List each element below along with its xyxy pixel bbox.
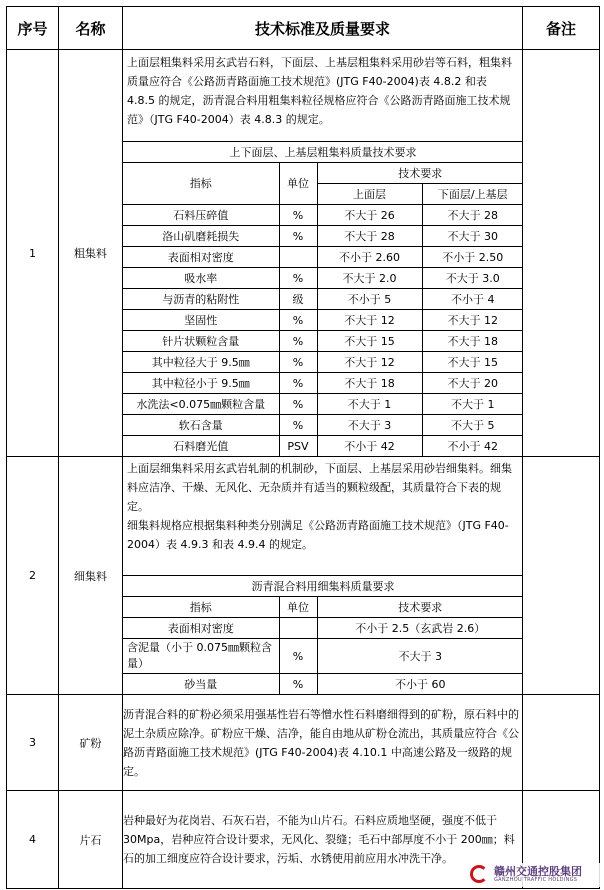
table-row xyxy=(123,639,523,674)
col-index: 指标 xyxy=(123,597,279,618)
cell-unit: % xyxy=(279,674,317,695)
cell-lower: 不大于 28 xyxy=(422,205,523,226)
coarse-spec-table xyxy=(123,141,523,456)
header-row xyxy=(7,7,600,50)
cell-index: 软石含量 xyxy=(123,415,279,436)
cell-unit: % xyxy=(279,415,317,436)
cell-unit: % xyxy=(279,205,317,226)
table-row xyxy=(123,289,523,310)
cell-req: 不大于 3 xyxy=(317,639,523,674)
cell-lower: 不大于 18 xyxy=(422,331,523,352)
table-row xyxy=(123,674,523,695)
cell-lower: 不大于 12 xyxy=(422,310,523,331)
col-lower: 下面层/上基层 xyxy=(422,184,523,205)
description xyxy=(123,457,522,575)
cell-index: 含泥量（小于 0.075㎜颗粒含量） xyxy=(123,639,279,674)
row-content xyxy=(123,50,523,457)
row-name: 矿粉 xyxy=(59,695,123,791)
description: 岩种最好为花岗岩、石灰石岩，不能为山片石。石料应质地坚硬，强度不低于 30Mpa，岩种应符合设计要求，无风化、裂缝；毛石中部厚度不小于 200㎜；料石的加工细度应符合设计要求，污垢、水锈使用前应用水冲洗干净。 xyxy=(123,791,523,889)
cell-unit: % xyxy=(279,310,317,331)
cell-unit xyxy=(279,247,317,268)
col-requirement: 技术要求 xyxy=(317,597,523,618)
col-requirement: 技术要求 xyxy=(317,163,523,184)
cell-index: 石料磨光值 xyxy=(123,436,279,457)
cell-upper: 不大于 26 xyxy=(317,205,422,226)
cell-upper: 不大于 15 xyxy=(317,331,422,352)
cell-index: 坚固性 xyxy=(123,310,279,331)
cell-unit: % xyxy=(279,394,317,415)
cell-unit: % xyxy=(279,352,317,373)
row-name: 细集料 xyxy=(59,457,123,695)
row-number: 3 xyxy=(7,695,59,791)
description-paragraph: 细集料规格应根据集料种类分别满足《公路沥青路面施工技术规范》（JTG F40-2004）表 4.9.3 和表 4.9.4 的规定。 xyxy=(127,519,509,551)
header-no: 序号 xyxy=(7,7,59,50)
cell-upper: 不大于 18 xyxy=(317,373,422,394)
cell-lower: 不大于 20 xyxy=(422,373,523,394)
cell-lower: 不小于 2.50 xyxy=(422,247,523,268)
cell-unit: PSV xyxy=(279,436,317,457)
cell-index: 吸水率 xyxy=(123,268,279,289)
cell-index: 表面相对密度 xyxy=(123,618,279,639)
col-index: 指标 xyxy=(123,163,279,205)
table-row xyxy=(123,415,523,436)
table-row xyxy=(123,268,523,289)
row-fine-aggregate xyxy=(7,457,600,695)
cell-index: 石料压碎值 xyxy=(123,205,279,226)
header-name: 名称 xyxy=(59,7,123,50)
cell-unit xyxy=(279,618,317,639)
row-note xyxy=(523,695,600,791)
row-number: 4 xyxy=(7,791,59,889)
row-content xyxy=(123,457,523,695)
row-mineral-powder xyxy=(7,695,600,791)
cell-index: 针片状颗粒含量 xyxy=(123,331,279,352)
cell-unit: 级 xyxy=(279,289,317,310)
cell-index: 其中粒径大于 9.5㎜ xyxy=(123,352,279,373)
logo-text: 赣州交通控股集团 xyxy=(494,865,582,878)
table-row xyxy=(123,247,523,268)
cell-lower: 不大于 1 xyxy=(422,394,523,415)
cell-lower: 不小于 4 xyxy=(422,289,523,310)
cell-index: 砂当量 xyxy=(123,674,279,695)
table-row xyxy=(123,618,523,639)
row-note xyxy=(523,50,600,457)
header-requirements: 技术标准及质量要求 xyxy=(123,7,523,50)
cell-upper: 不大于 3 xyxy=(317,415,422,436)
table-row xyxy=(123,226,523,247)
description: 上面层粗集料采用玄武岩石料，下面层、上基层粗集料采用砂岩等石料，粗集料质量应符合《公路沥青路面施工技术规范》(JTG F40-2004)表 4.8.2 和表 4.8.5 的规定，沥青混合料用粗集料粒径规格应符合《公路沥青路面施工技术规范》（JTG F40-2004）表 4.8.3 的规定。 xyxy=(127,56,512,126)
logo-mark-icon xyxy=(470,865,488,883)
fine-spec-table xyxy=(123,575,523,694)
table-row xyxy=(123,394,523,415)
subtable-title: 沥青混合料用细集料质量要求 xyxy=(123,576,523,597)
cell-upper: 不大于 12 xyxy=(317,352,422,373)
cell-upper: 不大于 1 xyxy=(317,394,422,415)
row-coarse-aggregate xyxy=(7,50,600,457)
cell-index: 洛山矶磨耗损失 xyxy=(123,226,279,247)
col-unit: 单位 xyxy=(279,597,317,618)
cell-unit: % xyxy=(279,331,317,352)
cell-lower: 不大于 5 xyxy=(422,415,523,436)
cell-upper: 不小于 5 xyxy=(317,289,422,310)
description-paragraph: 上面层细集料采用玄武岩轧制的机制砂，下面层、上基层采用砂岩细集料。细集料应洁净、干燥、无风化、无杂质并有适当的颗粒级配，其质量符合下表的规定。 xyxy=(127,462,512,513)
cell-index: 水洗法<0.075㎜颗粒含量 xyxy=(123,394,279,415)
row-number: 1 xyxy=(7,50,59,457)
row-name: 粗集料 xyxy=(59,50,123,457)
cell-unit: % xyxy=(279,373,317,394)
cell-unit: % xyxy=(279,226,317,247)
cell-unit: % xyxy=(279,268,317,289)
row-number: 2 xyxy=(7,457,59,695)
subtable-title: 上下面层、上基层粗集料质量技术要求 xyxy=(123,142,523,163)
cell-lower: 不大于 15 xyxy=(422,352,523,373)
spec-table xyxy=(6,6,600,889)
table-row xyxy=(123,310,523,331)
table-row xyxy=(123,331,523,352)
cell-unit: % xyxy=(279,639,317,674)
col-upper: 上面层 xyxy=(317,184,422,205)
cell-index: 其中粒径小于 9.5㎜ xyxy=(123,373,279,394)
cell-upper: 不大于 28 xyxy=(317,226,422,247)
cell-req: 不小于 2.5（玄武岩 2.6） xyxy=(317,618,523,639)
cell-lower: 不小于 42 xyxy=(422,436,523,457)
table-row xyxy=(123,436,523,457)
cell-upper: 不大于 12 xyxy=(317,310,422,331)
table-row xyxy=(123,373,523,394)
table-row xyxy=(123,205,523,226)
cell-upper: 不小于 42 xyxy=(317,436,422,457)
col-unit: 单位 xyxy=(279,163,317,205)
cell-lower: 不大于 30 xyxy=(422,226,523,247)
cell-index: 表面相对密度 xyxy=(123,247,279,268)
description: 沥青混合料的矿粉必须采用强基性岩石等憎水性石料磨细得到的矿粉，原石料中的泥土杂质应除净。矿粉应干燥、洁净，能自由地从矿粉仓流出，其质量应符合《公路沥青路面施工技术规范》(JTG F40-2004)表 4.10.1 中高速公路及一级路的规定。 xyxy=(123,695,523,791)
header-note: 备注 xyxy=(523,7,600,50)
cell-lower: 不大于 3.0 xyxy=(422,268,523,289)
cell-req: 不小于 60 xyxy=(317,674,523,695)
logo-subtext: GANZHOU TRAFFIC HOLDINGS xyxy=(494,877,578,883)
table-row xyxy=(123,352,523,373)
cell-upper: 不大于 2.0 xyxy=(317,268,422,289)
company-logo xyxy=(468,863,602,887)
cell-upper: 不小于 2.60 xyxy=(317,247,422,268)
row-note xyxy=(523,457,600,695)
cell-index: 与沥青的粘附性 xyxy=(123,289,279,310)
row-name: 片石 xyxy=(59,791,123,889)
